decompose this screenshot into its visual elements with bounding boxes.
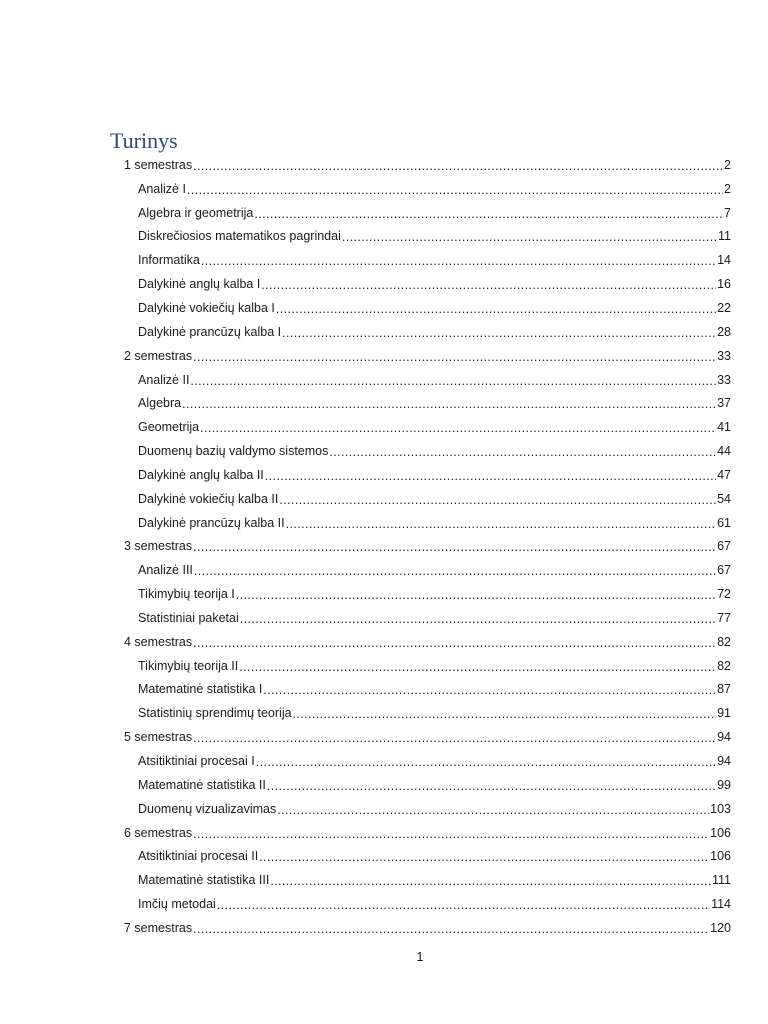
toc-entry-page-number: 99 — [717, 777, 731, 792]
toc-dot-leader — [259, 849, 709, 865]
toc-dot-leader — [282, 325, 716, 341]
toc-entry-title: Dalykinė prancūzų kalba I — [138, 324, 282, 339]
toc-subsection-entry[interactable] — [0, 511, 731, 535]
toc-entry-title: 5 semestras — [124, 730, 193, 745]
toc-entry-title: Algebra ir geometrija — [138, 205, 254, 220]
toc-section-entry[interactable] — [0, 535, 731, 559]
toc-entry-page-number: 94 — [717, 730, 731, 745]
toc-dot-leader — [329, 444, 716, 460]
toc-subsection-entry[interactable] — [0, 296, 731, 320]
toc-entry-page-number: 2 — [724, 157, 731, 172]
toc-entry-title: Duomenų bazių valdymo sistemos — [138, 444, 329, 459]
toc-entry-page-number: 82 — [717, 634, 731, 649]
toc-entry-page-number: 103 — [710, 801, 731, 816]
toc-entry-title: Informatika — [138, 253, 200, 268]
toc-entry-title: Algebra — [138, 396, 182, 411]
toc-entry-page-number: 37 — [717, 396, 731, 411]
toc-subsection-entry[interactable] — [0, 844, 731, 868]
toc-entry-title: Diskrečiosios matematikos pagrindai — [138, 229, 341, 244]
toc-entry-page-number: 2 — [724, 181, 731, 196]
toc-dot-leader — [217, 897, 710, 913]
toc-entry-page-number: 33 — [717, 372, 731, 387]
toc-entry-page-number: 7 — [724, 205, 731, 220]
toc-entry-page-number: 61 — [717, 515, 731, 530]
toc-entry-page-number: 11 — [718, 229, 731, 244]
toc-dot-leader — [193, 921, 709, 937]
toc-dot-leader — [193, 635, 716, 651]
toc-entry-page-number: 106 — [710, 825, 731, 840]
toc-section-entry[interactable] — [0, 344, 731, 368]
toc-dot-leader — [270, 873, 711, 889]
toc-subsection-entry[interactable] — [0, 415, 731, 439]
toc-entry-page-number: 54 — [717, 491, 731, 506]
toc-entry-page-number: 14 — [717, 253, 731, 268]
toc-subsection-entry[interactable] — [0, 201, 731, 225]
toc-subsection-entry[interactable] — [0, 177, 731, 201]
toc-dot-leader — [342, 229, 717, 245]
toc-subsection-entry[interactable] — [0, 487, 731, 511]
toc-subsection-entry[interactable] — [0, 654, 731, 678]
toc-entry-title: Dalykinė anglų kalba II — [138, 467, 264, 482]
toc-subsection-entry[interactable] — [0, 272, 731, 296]
toc-heading: Turinys — [110, 128, 178, 153]
toc-entry-title: Tikimybių teorija II — [138, 658, 239, 673]
toc-entry-page-number: 91 — [717, 706, 731, 721]
toc-dot-leader — [187, 182, 723, 198]
toc-entry-title: Dalykinė vokiečių kalba II — [138, 491, 279, 506]
toc-entry-page-number: 111 — [711, 873, 731, 888]
toc-entry-title: Atsitiktiniai procesai II — [138, 849, 259, 864]
toc-entry-page-number: 41 — [717, 420, 731, 435]
toc-subsection-entry[interactable] — [0, 892, 731, 916]
toc-entry-page-number: 77 — [717, 610, 731, 625]
toc-entry-page-number: 47 — [717, 467, 731, 482]
toc-dot-leader — [261, 277, 716, 293]
toc-dot-leader — [193, 730, 716, 746]
page-number: 1 — [416, 950, 424, 964]
toc-entry-page-number: 72 — [717, 587, 731, 602]
toc-dot-leader — [201, 253, 716, 269]
toc-dot-leader — [279, 492, 716, 508]
toc-entry-title: 6 semestras — [124, 825, 193, 840]
toc-entry-title: 2 semestras — [124, 348, 193, 363]
toc-entry-title: Tikimybių teorija I — [138, 587, 235, 602]
toc-dot-leader — [193, 826, 709, 842]
toc-subsection-entry[interactable] — [0, 868, 731, 892]
toc-entry-title: Duomenų vizualizavimas — [138, 801, 277, 816]
toc-entry-title: 1 semestras — [124, 157, 193, 172]
toc-dot-leader — [193, 539, 716, 555]
toc-section-entry[interactable] — [0, 821, 731, 845]
toc-subsection-entry[interactable] — [0, 701, 731, 725]
toc-entry-title: Analizė I — [138, 181, 186, 196]
toc-section-entry[interactable] — [0, 630, 731, 654]
toc-subsection-entry[interactable] — [0, 320, 731, 344]
toc-entry-title: 4 semestras — [124, 634, 193, 649]
toc-dot-leader — [277, 802, 709, 818]
toc-dot-leader — [254, 206, 723, 222]
toc-dot-leader — [193, 349, 716, 365]
toc-entry-title: 3 semestras — [124, 539, 193, 554]
toc-subsection-entry[interactable] — [0, 225, 731, 249]
toc-dot-leader — [263, 682, 716, 698]
toc-subsection-entry[interactable] — [0, 558, 731, 582]
toc-entry-page-number: 16 — [717, 277, 731, 292]
toc-section-entry[interactable] — [0, 916, 731, 940]
toc-dot-leader — [182, 396, 716, 412]
toc-subsection-entry[interactable] — [0, 248, 731, 272]
toc-subsection-entry[interactable] — [0, 773, 731, 797]
toc-dot-leader — [293, 706, 717, 722]
toc-subsection-entry[interactable] — [0, 797, 731, 821]
toc-dot-leader — [276, 301, 716, 317]
toc-section-entry[interactable] — [0, 725, 731, 749]
toc-subsection-entry[interactable] — [0, 368, 731, 392]
toc-dot-leader — [194, 563, 716, 579]
toc-entry-page-number: 28 — [717, 324, 731, 339]
toc-dot-leader — [267, 778, 716, 794]
toc-dot-leader — [236, 587, 716, 603]
toc-entry-title: Atsitiktiniai procesai I — [138, 754, 255, 769]
toc-dot-leader — [240, 611, 716, 627]
toc-entry-title: Dalykinė vokiečių kalba I — [138, 300, 275, 315]
toc-dot-leader — [265, 468, 716, 484]
toc-entry-title: Geometrija — [138, 420, 200, 435]
toc-dot-leader — [193, 158, 723, 174]
toc-dot-leader — [200, 420, 716, 436]
toc-dot-leader — [190, 373, 716, 389]
toc-entry-title: Matematinė statistika II — [138, 777, 266, 792]
toc-entry-title: Analizė III — [138, 563, 193, 578]
toc-entry-title: Matematinė statistika I — [138, 682, 263, 697]
toc-subsection-entry[interactable] — [0, 678, 731, 702]
toc-subsection-entry[interactable] — [0, 391, 731, 415]
toc-entry-page-number: 67 — [717, 539, 731, 554]
toc-section-entry[interactable] — [0, 153, 731, 177]
toc-dot-leader — [256, 754, 716, 770]
toc-entry-title: 7 semestras — [124, 920, 193, 935]
toc-entry-page-number: 82 — [717, 658, 731, 673]
toc-entry-page-number: 87 — [717, 682, 731, 697]
toc-subsection-entry[interactable] — [0, 463, 731, 487]
toc-entry-page-number: 22 — [717, 300, 731, 315]
toc-entry-title: Dalykinė prancūzų kalba II — [138, 515, 285, 530]
toc-subsection-entry[interactable] — [0, 439, 731, 463]
toc-entry-page-number: 33 — [717, 348, 731, 363]
toc-entry-page-number: 120 — [710, 920, 731, 935]
toc-entry-page-number: 94 — [717, 754, 731, 769]
toc-entry-page-number: 106 — [710, 849, 731, 864]
toc-entry-page-number: 44 — [717, 444, 731, 459]
toc-entry-page-number: 114 — [711, 897, 731, 912]
toc-subsection-entry[interactable] — [0, 606, 731, 630]
toc-entry-page-number: 67 — [717, 563, 731, 578]
toc-dot-leader — [239, 659, 716, 675]
toc-entry-title: Analizė II — [138, 372, 190, 387]
toc-entry-title: Matematinė statistika III — [138, 873, 270, 888]
table-of-contents — [0, 153, 768, 940]
toc-subsection-entry[interactable] — [0, 582, 731, 606]
toc-subsection-entry[interactable] — [0, 749, 731, 773]
toc-entry-title: Imčių metodai — [138, 897, 216, 912]
toc-entry-title: Dalykinė anglų kalba I — [138, 277, 261, 292]
toc-entry-title: Statistiniai paketai — [138, 610, 239, 625]
toc-entry-title: Statistinių sprendimų teorija — [138, 706, 292, 721]
toc-dot-leader — [286, 516, 716, 532]
